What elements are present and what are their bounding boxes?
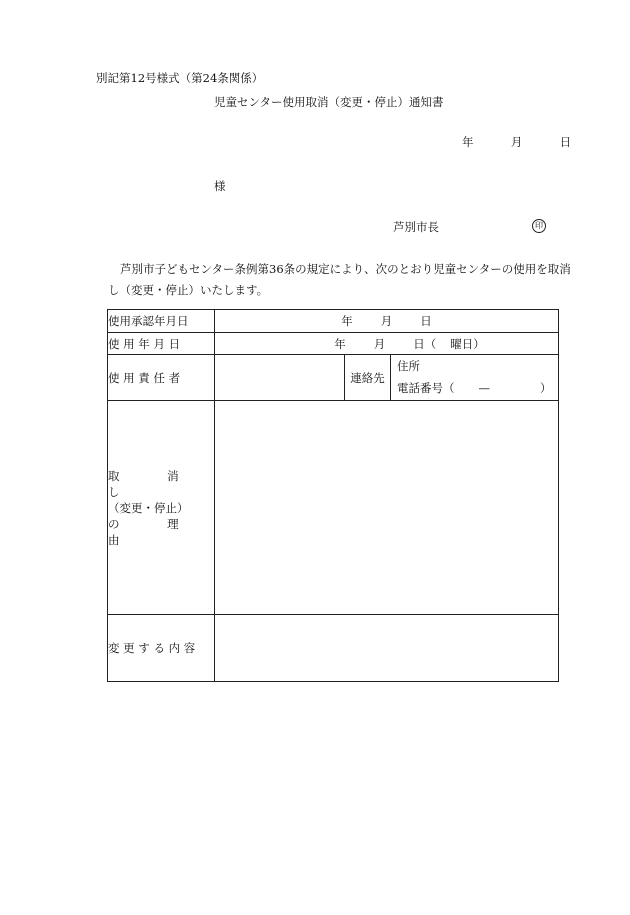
approval-day-label: 日 bbox=[420, 314, 432, 328]
issue-date-line bbox=[462, 134, 571, 150]
use-day-label: 日（ bbox=[413, 336, 437, 351]
body-text: 芦別市子どもセンター条例第36条の規定により、次のとおり児童センターの使用を取消し（変更・停止）いたします。 bbox=[108, 262, 571, 297]
contact-details bbox=[391, 355, 559, 401]
form-reference: 別記第12号様式（第24条関係） bbox=[96, 71, 264, 85]
notification-table bbox=[107, 309, 559, 682]
change-content-cell bbox=[215, 615, 559, 682]
phone-label: 電話番号（ bbox=[397, 381, 455, 395]
reason-row bbox=[108, 401, 559, 615]
date-day-label: 日 bbox=[559, 135, 572, 149]
use-month-label: 月 bbox=[373, 336, 386, 351]
reason-label-line2: （変更・停止） bbox=[108, 500, 189, 515]
approval-date-value bbox=[215, 310, 559, 333]
approval-date-row bbox=[108, 310, 559, 333]
addressee-suffix: 様 bbox=[214, 179, 226, 193]
use-date-value bbox=[215, 333, 559, 355]
issuer-name: 芦別市長 bbox=[393, 220, 439, 234]
approval-date-label: 使用承認年月日 bbox=[108, 310, 215, 333]
document-title: 児童センター使用取消（変更・停止）通知書 bbox=[214, 95, 444, 109]
reason-label-line1: 取 消 し bbox=[108, 468, 201, 499]
phone-close: ） bbox=[540, 381, 552, 395]
date-year-label: 年 bbox=[462, 135, 474, 149]
use-date-label: 使 用 年 月 日 bbox=[108, 333, 215, 355]
responsible-name-cell bbox=[215, 355, 345, 401]
change-content-label: 変 更 す る 内 容 bbox=[108, 615, 215, 682]
reason-label bbox=[108, 401, 215, 615]
date-month-label: 月 bbox=[510, 135, 523, 149]
reason-label-line3: の 理 由 bbox=[108, 516, 201, 547]
approval-year-label: 年 bbox=[341, 314, 353, 328]
use-date-row bbox=[108, 333, 559, 355]
approval-month-label: 月 bbox=[380, 314, 393, 328]
use-year-label: 年 bbox=[334, 336, 346, 351]
reason-content-cell bbox=[215, 401, 559, 615]
change-content-row bbox=[108, 615, 559, 682]
contact-label: 連絡先 bbox=[345, 355, 391, 401]
responsible-row bbox=[108, 355, 559, 401]
phone-dash: — bbox=[478, 381, 490, 395]
use-weekday-label: 曜日） bbox=[450, 336, 485, 351]
address-label: 住所 bbox=[397, 359, 420, 373]
phone-line bbox=[397, 377, 558, 399]
seal-icon: 印 bbox=[532, 219, 546, 233]
responsible-label: 使 用 責 任 者 bbox=[108, 355, 215, 401]
